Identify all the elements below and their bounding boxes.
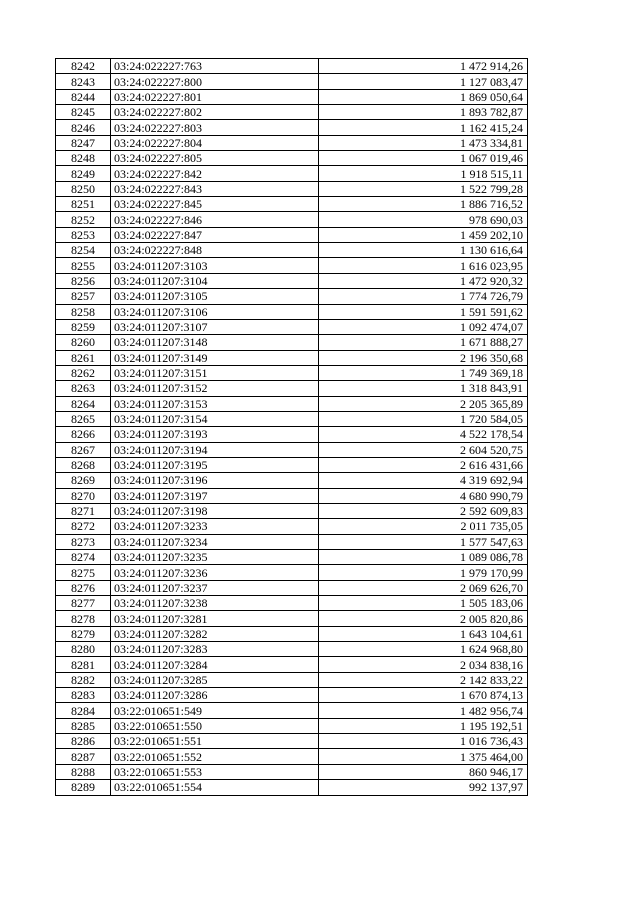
row-number: 8265 — [56, 411, 111, 426]
cadastral-value: 1 720 584,05 — [319, 411, 528, 426]
cadastral-value: 1 577 547,63 — [319, 534, 528, 549]
row-number: 8282 — [56, 672, 111, 687]
table-row — [56, 473, 528, 488]
row-number: 8261 — [56, 350, 111, 365]
cadastral-number: 03:24:011207:3286 — [111, 688, 319, 703]
cadastral-number: 03:24:011207:3285 — [111, 672, 319, 687]
row-number: 8273 — [56, 534, 111, 549]
table-row — [56, 304, 528, 319]
row-number: 8260 — [56, 335, 111, 350]
table-row — [56, 534, 528, 549]
row-number: 8243 — [56, 74, 111, 89]
cadastral-value: 1 749 369,18 — [319, 365, 528, 380]
row-number: 8250 — [56, 181, 111, 196]
row-number: 8254 — [56, 243, 111, 258]
table-row — [56, 519, 528, 534]
cadastral-number: 03:24:011207:3284 — [111, 657, 319, 672]
cadastral-number: 03:24:011207:3152 — [111, 381, 319, 396]
row-number: 8258 — [56, 304, 111, 319]
cadastral-number: 03:24:011207:3193 — [111, 427, 319, 442]
table-row — [56, 381, 528, 396]
table-row — [56, 718, 528, 733]
cadastral-value: 1 130 616,64 — [319, 243, 528, 258]
cadastral-value: 4 319 692,94 — [319, 473, 528, 488]
cadastral-value: 1 671 888,27 — [319, 335, 528, 350]
table-row — [56, 151, 528, 166]
table-row — [56, 212, 528, 227]
cadastral-value: 2 604 520,75 — [319, 442, 528, 457]
row-number: 8280 — [56, 642, 111, 657]
table-row — [56, 503, 528, 518]
row-number: 8256 — [56, 273, 111, 288]
cadastral-value: 4 680 990,79 — [319, 488, 528, 503]
cadastral-number: 03:24:022227:803 — [111, 120, 319, 135]
cadastral-value: 1 472 914,26 — [319, 59, 528, 74]
table-row — [56, 488, 528, 503]
cadastral-number: 03:24:011207:3153 — [111, 396, 319, 411]
cadastral-number: 03:24:011207:3195 — [111, 457, 319, 472]
row-number: 8255 — [56, 258, 111, 273]
cadastral-number: 03:24:011207:3283 — [111, 642, 319, 657]
cadastral-value: 2 205 365,89 — [319, 396, 528, 411]
cadastral-number: 03:24:011207:3234 — [111, 534, 319, 549]
table-row — [56, 319, 528, 334]
row-number: 8286 — [56, 734, 111, 749]
table-row — [56, 734, 528, 749]
cadastral-number: 03:24:011207:3235 — [111, 550, 319, 565]
row-number: 8269 — [56, 473, 111, 488]
cadastral-value: 1 774 726,79 — [319, 289, 528, 304]
row-number: 8279 — [56, 626, 111, 641]
table-row — [56, 427, 528, 442]
table-row — [56, 365, 528, 380]
cadastral-number: 03:24:011207:3233 — [111, 519, 319, 534]
row-number: 8285 — [56, 718, 111, 733]
cadastral-number: 03:22:010651:549 — [111, 703, 319, 718]
row-number: 8276 — [56, 580, 111, 595]
cadastral-number: 03:24:022227:842 — [111, 166, 319, 181]
row-number: 8262 — [56, 365, 111, 380]
cadastral-number: 03:24:011207:3236 — [111, 565, 319, 580]
table-row — [56, 135, 528, 150]
cadastral-value: 1 886 716,52 — [319, 197, 528, 212]
cadastral-number: 03:24:022227:804 — [111, 135, 319, 150]
table-row — [56, 105, 528, 120]
table-row — [56, 411, 528, 426]
cadastral-number: 03:24:022227:846 — [111, 212, 319, 227]
row-number: 8257 — [56, 289, 111, 304]
table-row — [56, 703, 528, 718]
cadastral-number: 03:24:022227:805 — [111, 151, 319, 166]
cadastral-number: 03:24:011207:3106 — [111, 304, 319, 319]
cadastral-number: 03:24:011207:3148 — [111, 335, 319, 350]
cadastral-number: 03:22:010651:553 — [111, 764, 319, 779]
cadastral-value: 1 375 464,00 — [319, 749, 528, 764]
row-number: 8289 — [56, 780, 111, 795]
row-number: 8272 — [56, 519, 111, 534]
cadastral-number: 03:24:011207:3238 — [111, 596, 319, 611]
cadastral-number: 03:24:011207:3237 — [111, 580, 319, 595]
table-row — [56, 289, 528, 304]
row-number: 8278 — [56, 611, 111, 626]
cadastral-number: 03:24:022227:801 — [111, 89, 319, 104]
table-row — [56, 611, 528, 626]
table-row — [56, 626, 528, 641]
row-number: 8244 — [56, 89, 111, 104]
cadastral-value: 1 092 474,07 — [319, 319, 528, 334]
cadastral-value: 860 946,17 — [319, 764, 528, 779]
cadastral-value: 1 482 956,74 — [319, 703, 528, 718]
cadastral-number: 03:24:022227:802 — [111, 105, 319, 120]
cadastral-number: 03:22:010651:554 — [111, 780, 319, 795]
row-number: 8251 — [56, 197, 111, 212]
table-body — [56, 59, 528, 796]
cadastral-number: 03:24:022227:843 — [111, 181, 319, 196]
cadastral-value: 2 005 820,86 — [319, 611, 528, 626]
cadastral-value: 1 869 050,64 — [319, 89, 528, 104]
cadastral-value: 2 034 838,16 — [319, 657, 528, 672]
row-number: 8266 — [56, 427, 111, 442]
row-number: 8281 — [56, 657, 111, 672]
cadastral-value: 1 505 183,06 — [319, 596, 528, 611]
cadastral-number: 03:24:011207:3154 — [111, 411, 319, 426]
cadastral-number: 03:22:010651:550 — [111, 718, 319, 733]
table-row — [56, 181, 528, 196]
table-row — [56, 442, 528, 457]
cadastral-value: 978 690,03 — [319, 212, 528, 227]
cadastral-value: 1 472 920,32 — [319, 273, 528, 288]
row-number: 8242 — [56, 59, 111, 74]
table-row — [56, 166, 528, 181]
row-number: 8252 — [56, 212, 111, 227]
cadastral-number: 03:24:011207:3104 — [111, 273, 319, 288]
table-row — [56, 89, 528, 104]
row-number: 8268 — [56, 457, 111, 472]
table-row — [56, 580, 528, 595]
cadastral-number: 03:24:011207:3149 — [111, 350, 319, 365]
row-number: 8271 — [56, 503, 111, 518]
cadastral-number: 03:24:011207:3198 — [111, 503, 319, 518]
cadastral-value: 1 522 799,28 — [319, 181, 528, 196]
row-number: 8267 — [56, 442, 111, 457]
row-number: 8263 — [56, 381, 111, 396]
cadastral-number: 03:24:011207:3282 — [111, 626, 319, 641]
cadastral-value: 2 142 833,22 — [319, 672, 528, 687]
cadastral-number: 03:22:010651:551 — [111, 734, 319, 749]
cadastral-number: 03:24:011207:3151 — [111, 365, 319, 380]
cadastral-number: 03:24:022227:845 — [111, 197, 319, 212]
cadastral-number: 03:24:022227:800 — [111, 74, 319, 89]
table-row — [56, 672, 528, 687]
cadastral-number: 03:24:011207:3196 — [111, 473, 319, 488]
table-row — [56, 335, 528, 350]
cadastral-value: 1 318 843,91 — [319, 381, 528, 396]
cadastral-value: 1 162 415,24 — [319, 120, 528, 135]
row-number: 8277 — [56, 596, 111, 611]
cadastral-number: 03:24:011207:3197 — [111, 488, 319, 503]
row-number: 8275 — [56, 565, 111, 580]
cadastral-value: 1 459 202,10 — [319, 227, 528, 242]
cadastral-number: 03:24:022227:847 — [111, 227, 319, 242]
table-row — [56, 657, 528, 672]
row-number: 8284 — [56, 703, 111, 718]
cadastral-value: 1 473 334,81 — [319, 135, 528, 150]
table-row — [56, 258, 528, 273]
cadastral-number: 03:24:011207:3281 — [111, 611, 319, 626]
cadastral-number: 03:24:022227:763 — [111, 59, 319, 74]
cadastral-value: 1 195 192,51 — [319, 718, 528, 733]
cadastral-value-table — [55, 58, 528, 796]
cadastral-value: 1 643 104,61 — [319, 626, 528, 641]
row-number: 8249 — [56, 166, 111, 181]
table-row — [56, 350, 528, 365]
cadastral-value: 1 127 083,47 — [319, 74, 528, 89]
table-row — [56, 396, 528, 411]
row-number: 8270 — [56, 488, 111, 503]
table-row — [56, 243, 528, 258]
cadastral-value: 1 016 736,43 — [319, 734, 528, 749]
cadastral-value: 992 137,97 — [319, 780, 528, 795]
cadastral-number: 03:24:011207:3105 — [111, 289, 319, 304]
table-row — [56, 642, 528, 657]
table-row — [56, 59, 528, 74]
row-number: 8288 — [56, 764, 111, 779]
cadastral-value: 2 069 626,70 — [319, 580, 528, 595]
table-row — [56, 780, 528, 795]
cadastral-number: 03:24:011207:3103 — [111, 258, 319, 273]
table-row — [56, 197, 528, 212]
table-row — [56, 550, 528, 565]
table-row — [56, 596, 528, 611]
table-row — [56, 457, 528, 472]
row-number: 8246 — [56, 120, 111, 135]
table-row — [56, 688, 528, 703]
row-number: 8259 — [56, 319, 111, 334]
row-number: 8264 — [56, 396, 111, 411]
cadastral-value: 1 067 019,46 — [319, 151, 528, 166]
table-row — [56, 273, 528, 288]
cadastral-value: 1 089 086,78 — [319, 550, 528, 565]
table-row — [56, 74, 528, 89]
cadastral-number: 03:22:010651:552 — [111, 749, 319, 764]
cadastral-value: 1 624 968,80 — [319, 642, 528, 657]
row-number: 8247 — [56, 135, 111, 150]
row-number: 8248 — [56, 151, 111, 166]
table-row — [56, 565, 528, 580]
cadastral-number: 03:24:011207:3107 — [111, 319, 319, 334]
cadastral-number: 03:24:011207:3194 — [111, 442, 319, 457]
row-number: 8274 — [56, 550, 111, 565]
cadastral-value: 1 670 874,13 — [319, 688, 528, 703]
cadastral-value: 2 616 431,66 — [319, 457, 528, 472]
cadastral-value: 1 918 515,11 — [319, 166, 528, 181]
table-row — [56, 227, 528, 242]
cadastral-number: 03:24:022227:848 — [111, 243, 319, 258]
cadastral-value: 2 196 350,68 — [319, 350, 528, 365]
cadastral-value: 2 011 735,05 — [319, 519, 528, 534]
cadastral-value: 1 591 591,62 — [319, 304, 528, 319]
cadastral-value: 2 592 609,83 — [319, 503, 528, 518]
cadastral-value: 1 616 023,95 — [319, 258, 528, 273]
row-number: 8245 — [56, 105, 111, 120]
cadastral-value: 1 893 782,87 — [319, 105, 528, 120]
cadastral-value: 1 979 170,99 — [319, 565, 528, 580]
table-row — [56, 120, 528, 135]
row-number: 8253 — [56, 227, 111, 242]
table-row — [56, 749, 528, 764]
table-row — [56, 764, 528, 779]
row-number: 8287 — [56, 749, 111, 764]
row-number: 8283 — [56, 688, 111, 703]
cadastral-value: 4 522 178,54 — [319, 427, 528, 442]
